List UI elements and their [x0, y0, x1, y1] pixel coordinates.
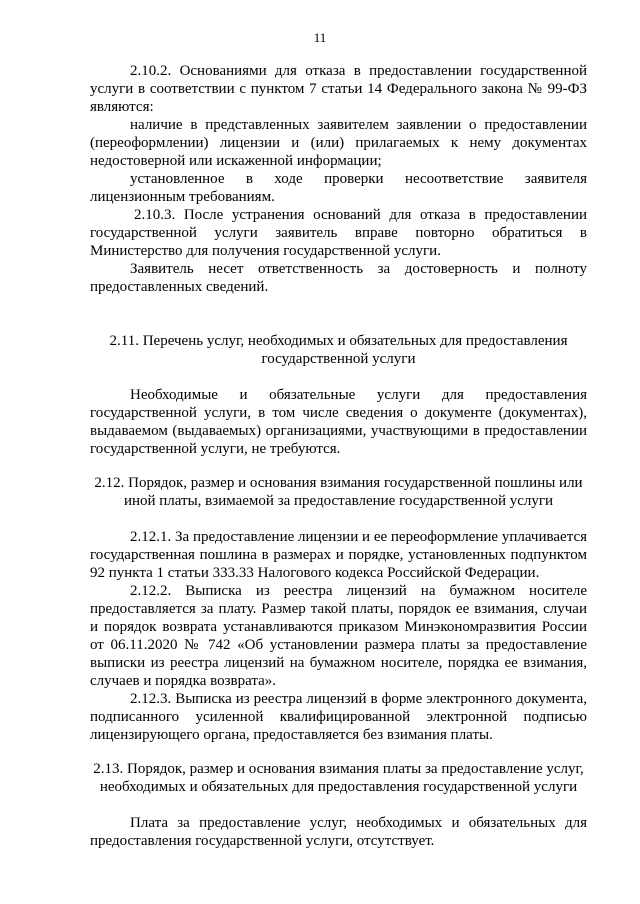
paragraph-2-13-body: Плата за предоставление услуг, необходимых и обязательных для предоставления государственной услуги, отсутствует. — [90, 815, 587, 849]
paragraph-item-2: установленное в ходе проверки несоответствие заявителя лицензионным требованиям. — [90, 171, 587, 205]
paragraph-item-1: наличие в представленных заявителем заявлении о предоставлении (переоформлении) лицензии и (или) прилагаемых к нему документах недостоверной или искаженной информации; — [90, 117, 587, 169]
paragraph-responsibility: Заявитель несет ответственность за достоверность и полноту предоставленных сведений. — [90, 261, 587, 295]
heading-2-12: 2.12. Порядок, размер и основания взимания государственной пошлины или иной платы, взимаемой за предоставление государственной услуги — [94, 475, 583, 509]
heading-2-13: 2.13. Порядок, размер и основания взимания платы за предоставление услуг, необходимых и обязательных для предоставления государственной услуги — [93, 761, 584, 795]
paragraph-2-12-1: 2.12.1. За предоставление лицензии и ее переоформление уплачивается государственная пошлина в размерах и порядке, установленных подпунктом 92 пункта 1 статьи 333.33 Налогового кодекса Российской Федерации. — [90, 529, 587, 581]
paragraph-2-11-body: Необходимые и обязательные услуги для предоставления государственной услуги, в том числе сведения о документе (документах), выдаваемом (выдаваемых) организациями, участвующими в предоставлении государственной услуги, не требуются. — [90, 387, 587, 457]
paragraph-2-12-3: 2.12.3. Выписка из реестра лицензий в форме электронного документа, подписанного усиленной квалифицированной электронной подписью лицензирующего органа, предоставляется без взимания платы. — [90, 691, 587, 743]
paragraph-2-10-3: 2.10.3. После устранения оснований для отказа в предоставлении государственной услуги заявитель вправе повторно обратиться в Министерство для получения государственной услуги. — [90, 207, 587, 259]
document-body — [90, 62, 587, 850]
heading-2-11: 2.11. Перечень услуг, необходимых и обязательных для предоставления государственной услуги — [109, 333, 568, 367]
page-number: 11 — [313, 30, 327, 45]
paragraph-2-10-2: 2.10.2. Основаниями для отказа в предоставлении государственной услуги в соответствии с пунктом 7 статьи 14 Федерального закона № 99-ФЗ являются: — [90, 63, 587, 115]
paragraph-2-12-2: 2.12.2. Выписка из реестра лицензий на бумажном носителе предоставляется за плату. Размер такой платы, порядок ее взимания, случаи и порядок возврата устанавливаются приказом Минэкономразвития России от 06.11.2020 № 742 «Об установлении размера платы за предоставление выписки из реестра лицензий на бумажном носителе, порядка ее взимания, случаев и порядка возврата». — [90, 583, 587, 689]
